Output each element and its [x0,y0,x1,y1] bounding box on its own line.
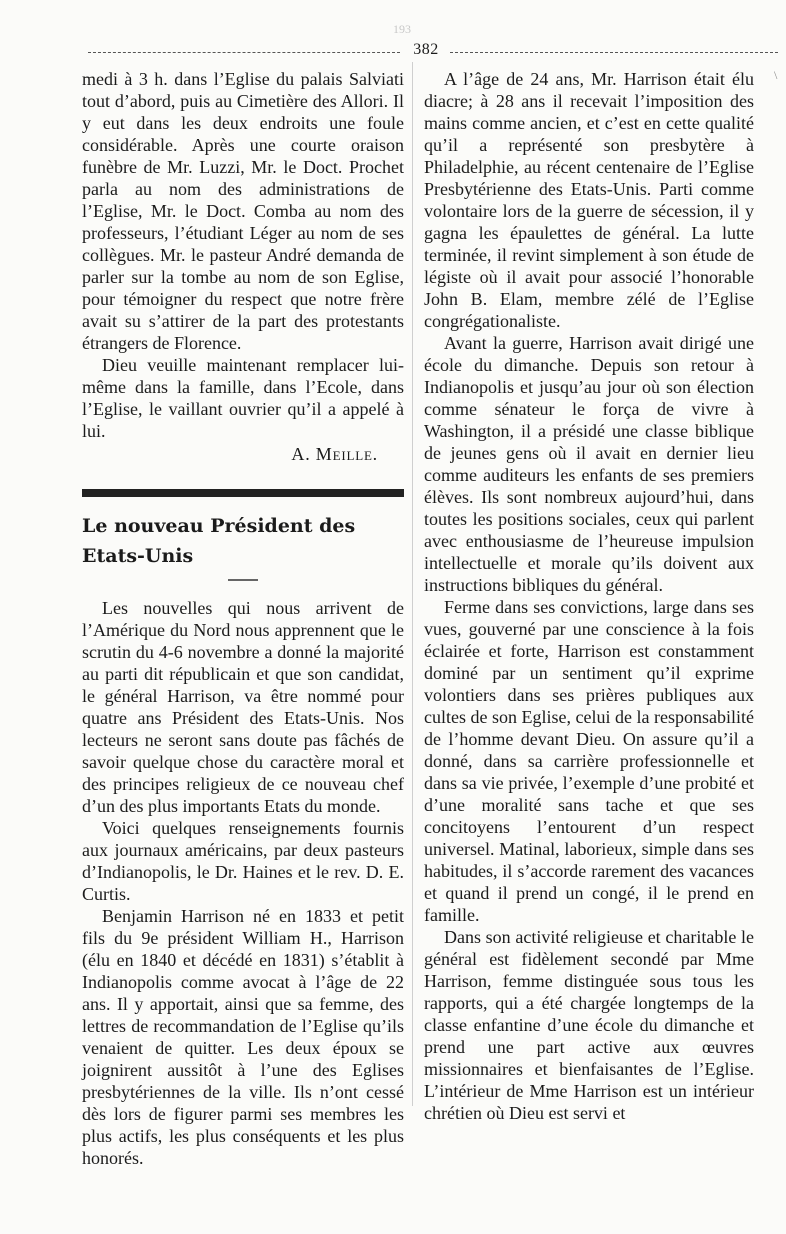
header-rule-right [450,52,778,53]
obituary-paragraph-2: Dieu veuille maintenant remplacer lui-même dans la famille, dans l’Ecole, dans l’Eglise, le vaillant ouvrier qu’il a appelé à lui. [82,355,404,441]
section-rule [82,489,404,497]
column-divider [412,62,413,1106]
margin-ink-mark: \ [774,68,778,82]
right-paragraph-2: Avant la guerre, Harrison avait dirigé une école du dimanche. Depuis son retour à Indianopolis et jusqu’au jour où son élection comme sénateur le força de vivre à Washington, il a présidé une classe biblique de jeunes gens où il avait en dernier lieu comme auditeurs les enfants de ses premiers élèves. Ils sont nombreux aujourd’hui, dans toutes les positions sociales, ceux qui parlent avec enthousiasme de l’heureuse impulsion intellectuelle et morale qu’ils doivent aux instructions bibliques du général. [424,333,754,595]
title-divider [228,579,258,581]
right-paragraph-1: A l’âge de 24 ans, Mr. Harrison était élu diacre; à 28 ans il recevait l’imposition des mains comme ancien, et c’est en cette qualité qu’il a représenté son presbytère à Philadelphie, au récent centenaire de l’Eglise Presbytérienne des Etats-Unis. Parti comme volontaire lors de la guerre de sécession, il y gagna les épaulettes de général. La lutte terminée, il revint simplement à son étude de légiste où il avait pour associé l’honorable John B. Elam, membre zélé de l’Eglise congrégationaliste. [424,69,754,331]
header-rule-left [88,52,400,53]
article-paragraph-3: Benjamin Harrison né en 1833 et petit fils du 9e président William H., Harrison (élu en 1840 et décédé en 1831) s’établit à Indianopolis comme avocat à l’âge de 22 ans. Il y apportait, ainsi que sa femme, des lettres de recommandation de l’Eglise qu’ils venaient de quitter. Les deux époux se joignirent aussitôt à l’une des Eglises presbytériennes de la ville. Ils n’ont cessé dès lors de figurer parmi ses membres les plus actifs, les plus conséquents et les plus honorés. [82,906,404,1168]
page-header [88,42,778,62]
right-paragraph-3: Ferme dans ses convictions, large dans ses vues, gouverné par une conscience à la fois éclairée et forte, Harrison est constamment dominé par un sentiment qu’il exprime volontiers dans ses prières publiques aux cultes de son Eglise, celui de la responsabilité de l’homme devant Dieu. On assure qu’il a donné, dans sa carrière professionnelle et dans sa vie privée, l’exemple d’une probité et d’une moralité sans tache et que ses concitoyens l’entourent d’un respect universel. Matinal, laborieux, simple dans ses habitudes, il s’accorde rarement des vacances et quand il prend un congé, il le prend en famille. [424,597,754,925]
article-paragraph-1: Les nouvelles qui nous arrivent de l’Amérique du Nord nous apprennent que le scrutin du 4-6 novembre a donné la majorité au parti dit républicain et que son candidat, le général Harrison, va être nommé pour quatre ans Président des Etats-Unis. Nos lecteurs ne seront sans doute pas fâchés de savoir quelque chose du caractère moral et des principes religieux de ce nouveau chef d’un des plus importants Etats du monde. [82,598,404,816]
right-column [424,68,754,1124]
signature: A. Meille. [291,444,378,464]
page-number: 382 [413,41,439,58]
article-paragraph-2: Voici quelques renseignements fournis aux journaux américains, par deux pasteurs d’Indianopolis, le Dr. Haines et le rev. D. E. Curtis. [82,818,404,904]
right-paragraph-4: Dans son activité religieuse et charitable le général est fidèlement secondé par Mme Harrison, femme distinguée sous tous les rapports, qui a été chargée longtemps de la classe enfantine d’une école du dimanche et prend une part active aux œuvres missionnaires et bienfaisantes de l’Eglise. L’intérieur de Mme Harrison est un intérieur chrétien où Dieu est servi et [424,927,754,1123]
article-title: Le nouveau Président des Etats-Unis [82,515,356,567]
faint-stamp: 193 [393,22,411,36]
left-column [82,68,404,1169]
obituary-paragraph-1: medi à 3 h. dans l’Eglise du palais Salviati tout d’abord, puis au Cimetière des Allori. Il y eut dans les deux endroits une foule considérable. Après une courte oraison funèbre de Mr. Luzzi, Mr. le Doct. Prochet parla au nom des administrations de l’Eglise, Mr. le Doct. Comba au nom des professeurs, l’étudiant Léger au nom de ses collègues. Mr. le pasteur André demanda de parler sur la tombe au nom de son Eglise, pour témoigner du respect que notre frère avait su s’attirer de la part des protestants étrangers de Florence. [82,69,404,353]
